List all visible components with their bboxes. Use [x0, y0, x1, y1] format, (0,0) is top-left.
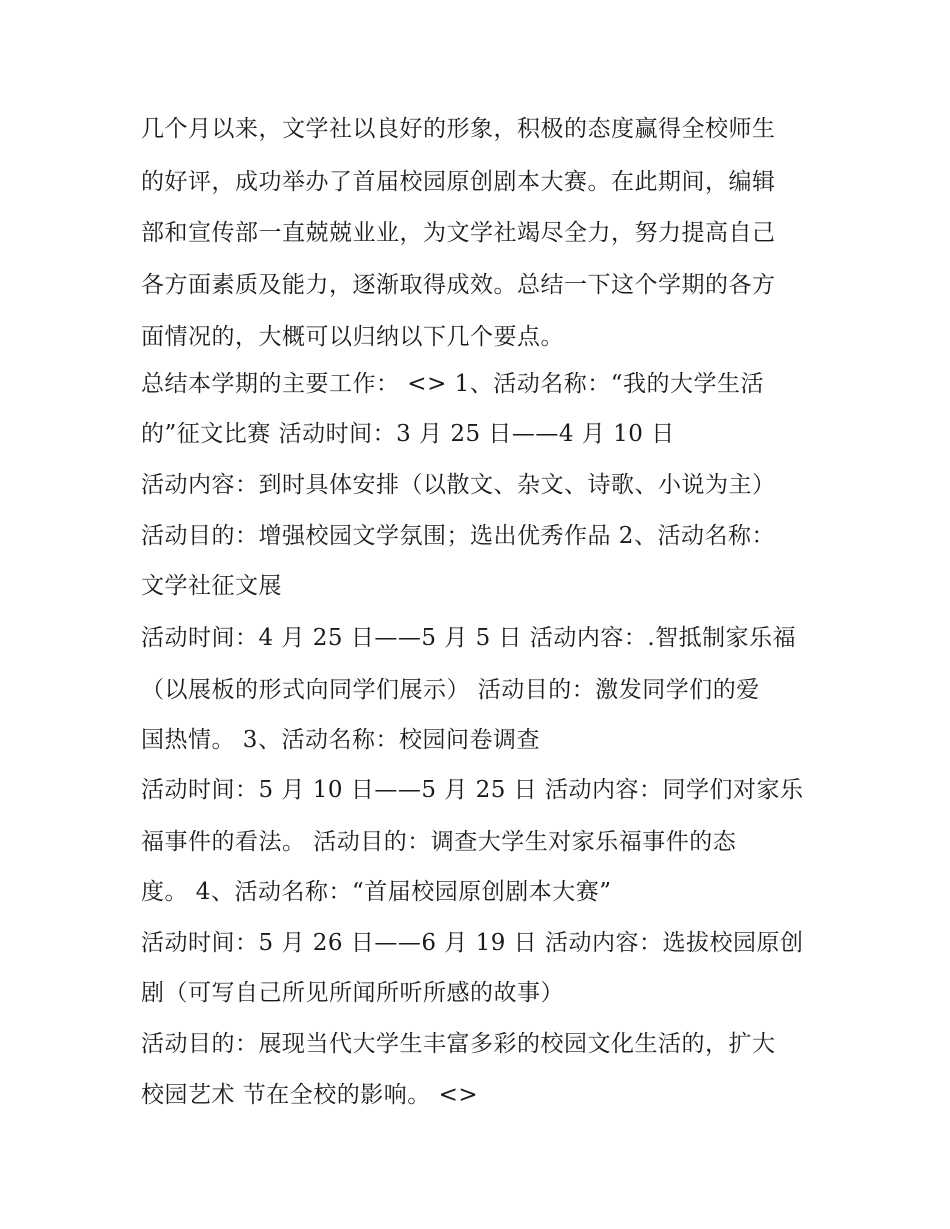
text-line: 总结本学期的主要工作： <> 1、活动名称：“我的大学生活	[141, 371, 765, 397]
text-line: 各方面素质及能力，逐渐取得成效。总结一下这个学期的各方	[141, 272, 776, 298]
text-line: 的”征文比赛 活动时间：3 月 25 日——4 月 10 日	[141, 421, 675, 447]
text-line: 的好评，成功举办了首届校园原创剧本大赛。在此期间，编辑	[141, 169, 776, 195]
text-line: 活动内容：到时具体安排（以散文、杂文、诗歌、小说为主）	[141, 472, 776, 498]
text-line: （以展板的形式向同学们展示） 活动目的：激发同学们的爱	[141, 677, 760, 703]
text-line: 几个月以来，文学社以良好的形象，积极的态度赢得全校师生	[141, 116, 776, 142]
text-line: 剧（可写自己所见所闻所听所感的故事）	[141, 980, 564, 1006]
text-line: 活动时间：5 月 10 日——5 月 25 日 活动内容：同学们对家乐	[141, 777, 804, 803]
text-line: 国热情。 3、活动名称：校园问卷调查	[141, 727, 540, 753]
text-line: 活动目的：展现当代大学生丰富多彩的校园文化生活的，扩大	[141, 1031, 776, 1057]
text-line: 福事件的看法。 活动目的：调查大学生对家乐福事件的态	[141, 829, 737, 855]
text-line: 部和宣传部一直兢兢业业，为文学社竭尽全力，努力提高自己	[141, 220, 776, 246]
text-line: 度。 4、活动名称：“首届校园原创剧本大赛”	[141, 879, 612, 905]
text-line: 活动时间：5 月 26 日——6 月 19 日 活动内容：选拔校园原创	[141, 930, 804, 956]
text-line: 面情况的，大概可以归纳以下几个要点。	[141, 324, 564, 350]
text-line: 文学社征文展	[141, 573, 282, 599]
text-line: 活动目的：增强校园文学氛围；选出优秀作品 2、活动名称：	[141, 523, 775, 549]
text-line: 校园艺术 节在全校的影响。 <>	[141, 1082, 479, 1108]
text-line: 活动时间：4 月 25 日——5 月 5 日 活动内容：.智抵制家乐福	[141, 625, 797, 651]
